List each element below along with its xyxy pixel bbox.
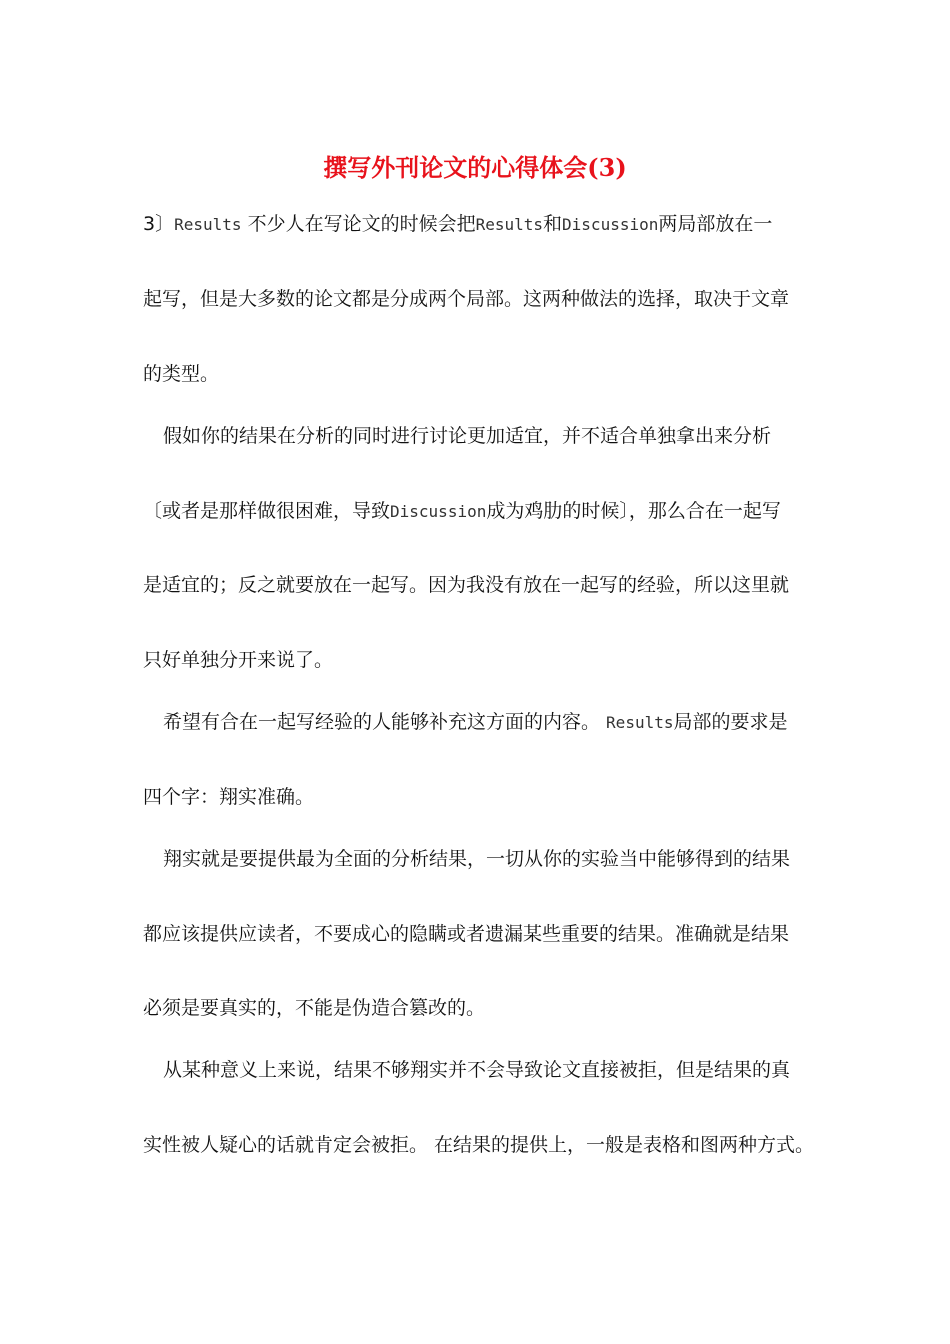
paragraph-line-4: 假如你的结果在分析的同时进行讨论更加适宜，并不适合单独拿出来分析: [163, 425, 772, 447]
text-segment: 和: [543, 213, 563, 235]
document-title: 撰写外刊论文的心得体会(3): [323, 153, 627, 182]
text-segment: 两局部放在一: [658, 213, 773, 235]
paragraph-line-3: 的类型。: [143, 363, 220, 385]
term-discussion: Discussion: [390, 502, 487, 521]
paragraph-line-13: 从某种意义上来说，结果不够翔实并不会导致论文直接被拒，但是结果的真: [163, 1059, 791, 1081]
paragraph-line-6: 是适宜的；反之就要放在一起写。因为我没有放在一起写的经验，所以这里就: [143, 574, 790, 596]
term-results: Results: [174, 215, 242, 234]
paragraph-line-11: 都应该提供应读者，不要成心的隐瞒或者遗漏某些重要的结果。准确就是结果: [143, 923, 790, 945]
paragraph-line-2: 起写，但是大多数的论文都是分成两个局部。这两种做法的选择，取决于文章: [143, 288, 790, 310]
paragraph-line-8: [143, 708, 853, 736]
text-segment: 局部的要求是: [673, 711, 788, 733]
text-segment: 不少人在写论文的时候会把: [241, 213, 476, 235]
term-discussion: Discussion: [562, 215, 659, 234]
paragraph-line-1: [143, 210, 833, 238]
term-results: Results: [475, 215, 544, 234]
term-results: Results: [606, 713, 674, 732]
text-segment: 3〕: [143, 213, 175, 235]
text-segment: 成为鸡肋的时候〕，那么合在一起写: [486, 500, 781, 522]
paragraph-line-9: 四个字：翔实准确。: [143, 786, 315, 808]
paragraph-line-14: 实性被人疑心的话就肯定会被拒。 在结果的提供上，一般是表格和图两种方式。: [143, 1134, 815, 1156]
paragraph-line-10: 翔实就是要提供最为全面的分析结果，一切从你的实验当中能够得到的结果: [163, 848, 791, 870]
paragraph-line-5: [143, 497, 833, 525]
text-segment: 〔或者是那样做很困难，导致: [143, 500, 391, 522]
paragraph-line-12: 必须是要真实的，不能是伪造合篡改的。: [143, 997, 486, 1019]
paragraph-line-7: 只好单独分开来说了。: [143, 649, 334, 671]
text-segment: 希望有合在一起写经验的人能够补充这方面的内容。: [163, 711, 607, 733]
